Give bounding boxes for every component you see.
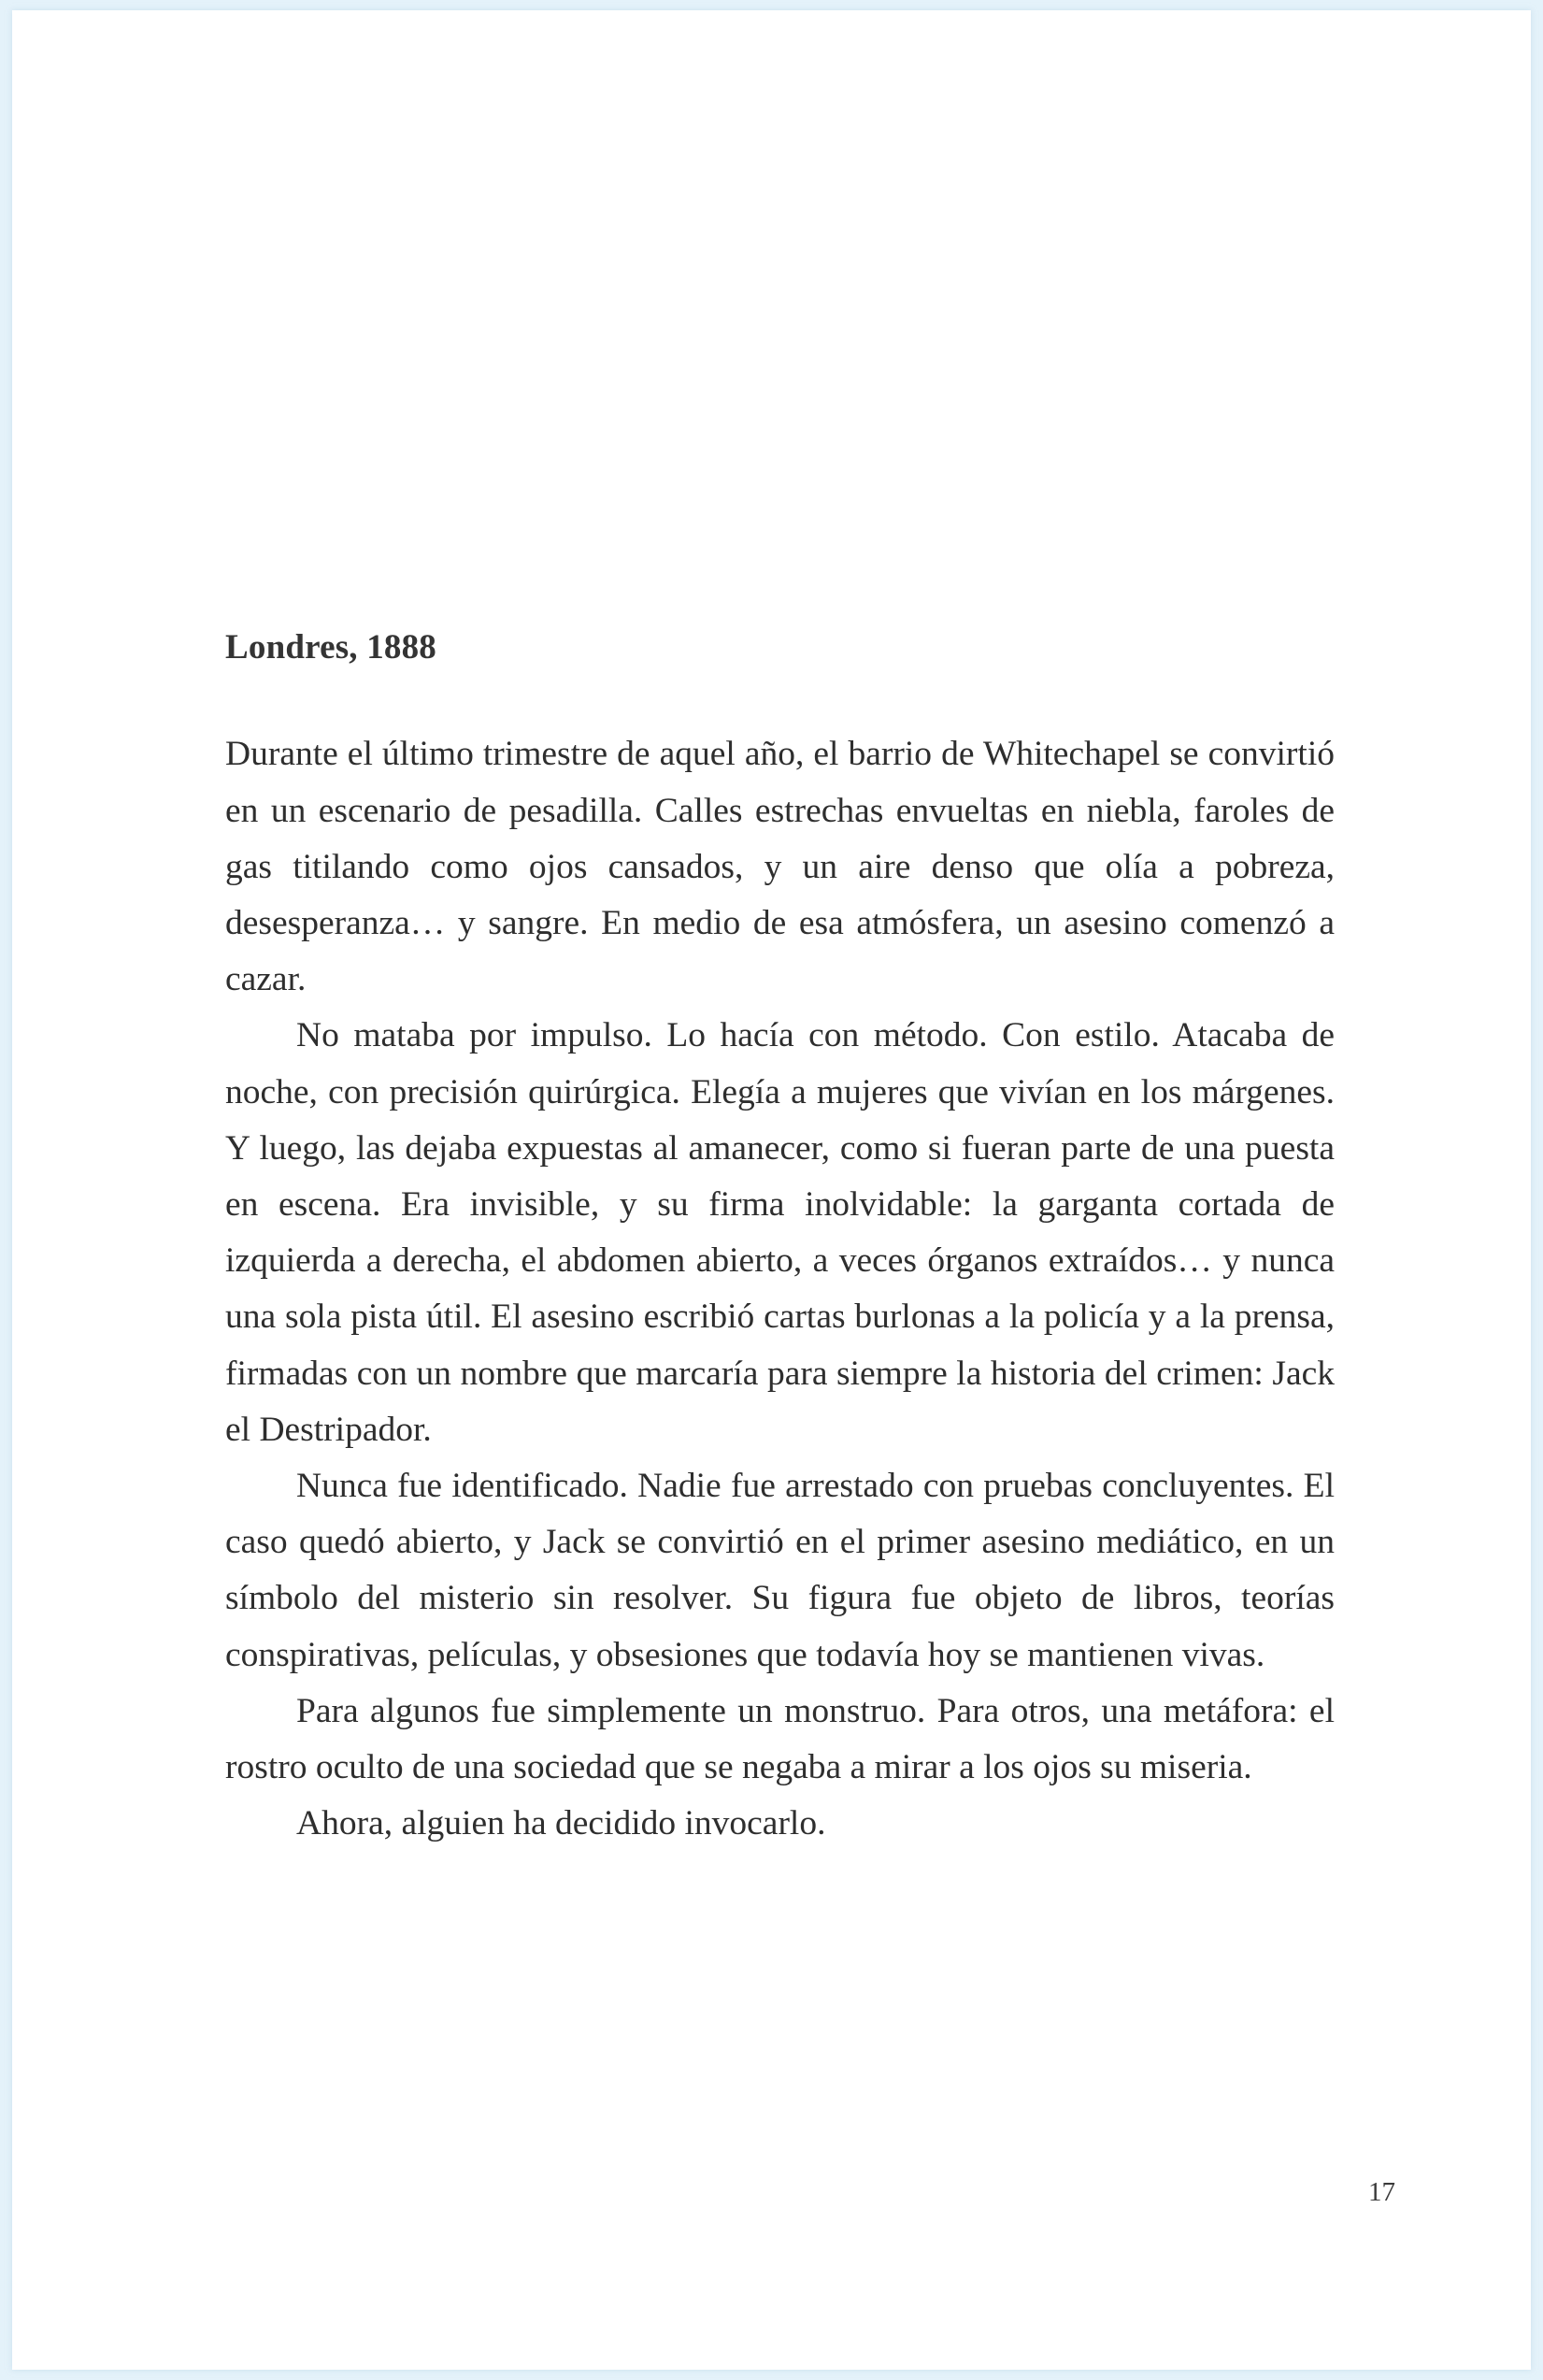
paragraph: Para algunos fue simplemente un monstruo. Para otros, una metáfora: el rostro oculto de una sociedad que se negaba a mirar a los ojos su miseria. [225,1691,1335,1787]
page-sheet [12,10,1531,2370]
chapter-heading: Londres, 1888 [225,628,437,667]
text-column [213,627,1335,1852]
body-copy [213,726,1335,1852]
paragraph: Nunca fue identificado. Nadie fue arrestado con pruebas concluyentes. El caso quedó abierto, y Jack se convirtió en el primer asesino mediático, en un símbolo del misterio sin resolver. Su figura fue objeto de libros, teorías conspirativas, películas, y obsesiones que todavía hoy se mantienen vivas. [225,1467,1335,1674]
paragraph: No mataba por impulso. Lo hacía con método. Con estilo. Atacaba de noche, con precisión quirúrgica. Elegía a mujeres que vivían en los márgenes. Y luego, las dejaba expuestas al amanecer, como si fueran parte de una puesta en escena. Era invisible, y su firma inolvidable: la garganta cortada de izquierda a derecha, el abdomen abierto, a veces órganos extraídos… y nunca una sola pista útil. El asesino escribió cartas burlonas a la policía y a la prensa, firmadas con un nombre que marcaría para siempre la historia del crimen: Jack el Destripador. [225,1016,1335,1449]
page-number: 17 [1368,2177,1395,2207]
paragraph: Durante el último trimestre de aquel año, el barrio de Whitechapel se convirtió en un escenario de pesadilla. Calles estrechas envueltas en niebla, faroles de gas titilando como ojos cansados, y un aire denso que olía a pobreza, desesperanza… y sangre. En medio de esa atmósfera, un asesino comenzó a cazar. [225,735,1335,999]
paragraph: Ahora, alguien ha decidido invocarlo. [296,1804,826,1843]
